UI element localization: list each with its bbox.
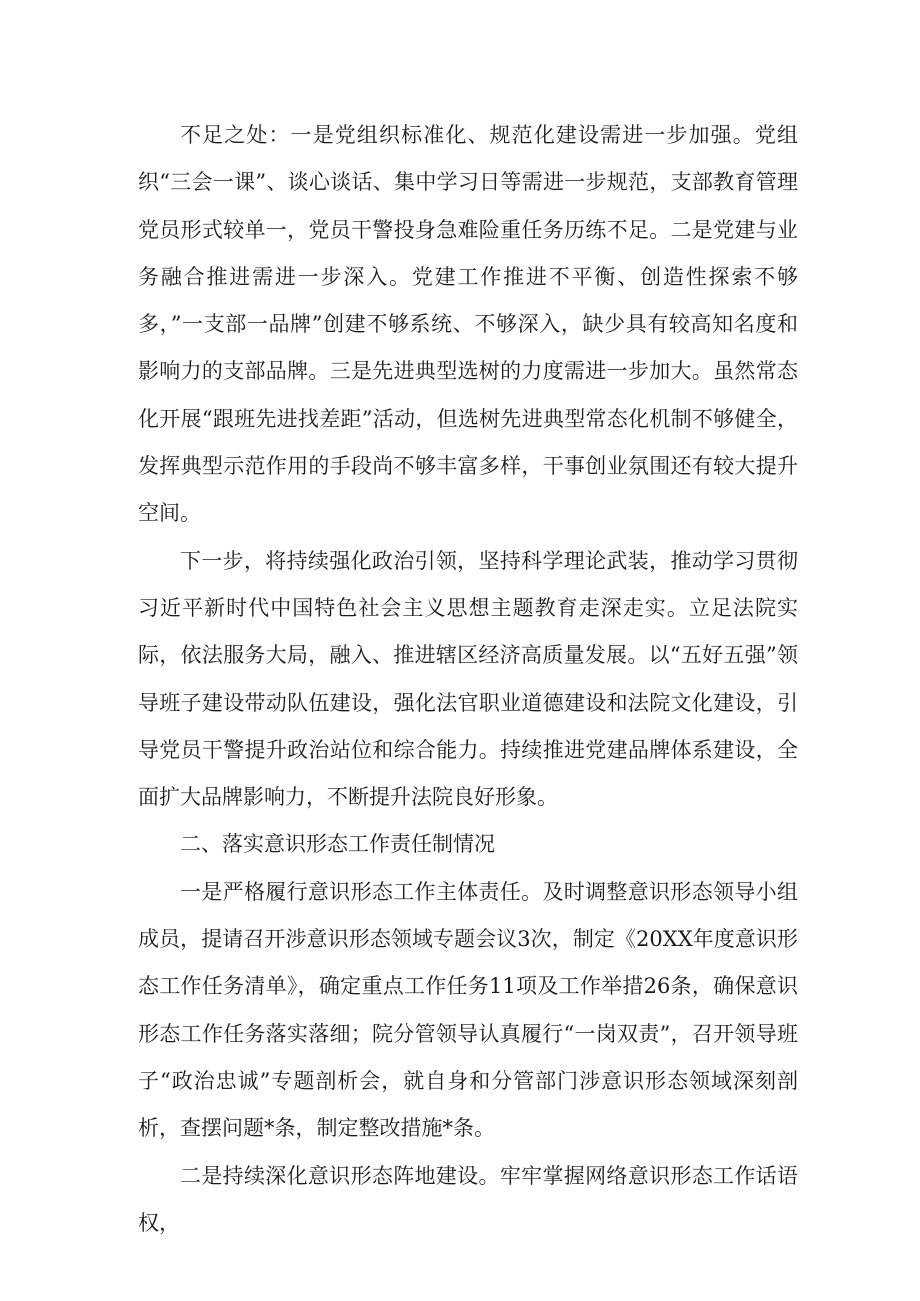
paragraph-next-steps: 下一步，将持续强化政治引领，坚持科学理论武装，推动学习贯彻习近平新时代中国特色社会主义思想主题教育走深走实。立足法院实际，依法服务大局，融入、推进辖区经济高质量发展。以“五好五强”领导班子建设带动队伍建设，强化法官职业道德建设和法院文化建设，引导党员干警提升政治站位和综合能力。持续推进党建品牌体系建设，全面扩大品牌影响力，不断提升法院良好形象。 [138, 548, 798, 810]
paragraph-ideology-positions: 二是持续深化意识形态阵地建设。牢牢掌握网络意识形态工作话语权， [138, 1163, 798, 1235]
section-heading-ideology: 二、落实意识形态工作责任制情况 [180, 832, 495, 857]
document-body [138, 112, 798, 1247]
paragraph-shortcomings: 不足之处：一是党组织标准化、规范化建设需进一步加强。党组织“三会一课”、谈心谈话、集中学习日等需进一步规范，支部教育管理党员形式较单一，党员干警投身急难险重任务历练不足。二是党建与业务融合推进需进一步深入。党建工作推进不平衡、创造性探索不够多，”一支部一品牌”创建不够系统、不够深入，缺少具有较高知名度和影响力的支部品牌。三是先进典型选树的力度需进一步加大。虽然常态化开展“跟班先进找差距”活动，但选树先进典型常态化机制不够健全，发挥典型示范作用的手段尚不够丰富多样，干事创业氛围还有较大提升空间。 [138, 123, 798, 526]
paragraph-ideology-responsibility: 一是严格履行意识形态工作主体责任。及时调整意识形态领导小组成员，提请召开涉意识形态领域专题会议3次，制定《20XX年度意识形态工作任务清单》，确定重点工作任务11项及工作举措26条，确保意识形态工作任务落实落细；院分管领导认真履行“一岗双责”，召开领导班子“政治忠诚”专题剖析会，就自身和分管部门涉意识形态领域深刻剖析，查摆问题*条，制定整改措施*条。 [138, 879, 798, 1141]
